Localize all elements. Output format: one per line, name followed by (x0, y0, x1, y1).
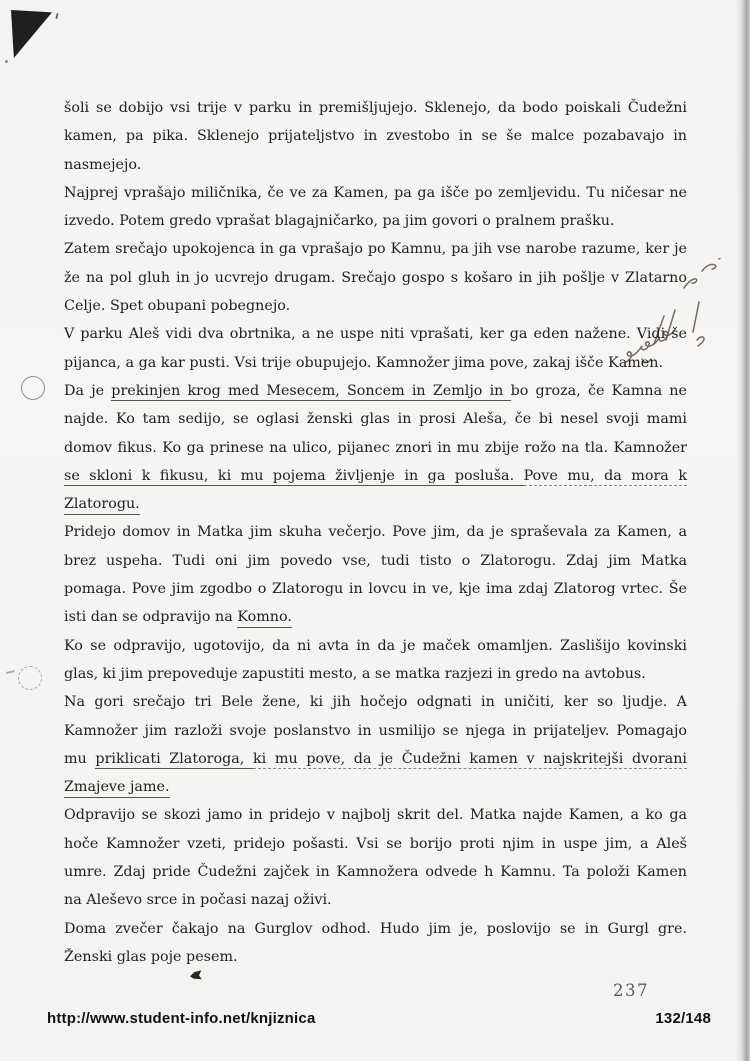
paragraph (64, 801, 687, 914)
text-line (64, 801, 687, 829)
text-segment: Najprej vprašajo miličnika, če ve za Kamen, pa ga išče po zemljevidu. Tu ničesar ne (64, 184, 687, 201)
text-segment: umre. Zdaj pride Čudežni zajček in Kamnožera odvede h Kamnu. Ta položi Kamen (64, 864, 687, 881)
text-segment: šoli se dobijo vsi trije v parku in premišljujejo. Sklenejo, da bodo poiskali Čudežni (64, 100, 687, 116)
underlined-text: priklicati Zlatoroga, (95, 751, 253, 770)
text-segment: Zatem srečajo upokojenca in ga vprašajo po Kamnu, pa jih vse narobe razume, ker je (64, 241, 687, 258)
text-segment: brez uspeha. Tudi oni jim povedo vse, tudi tisto o Zlatorogu. Zdaj jim Matka (64, 552, 687, 569)
underlined-text: Komno. (237, 609, 292, 628)
text-segment: pomaga. Pove jim zgodbo o Zlatorogu in lovcu in ve, kje ima zdaj Zlatorog vrtec. Še (64, 581, 687, 598)
underlined-text: prekinjen krog med Mesecem, Soncem in Zemljo in (111, 383, 510, 402)
text-line (64, 660, 687, 688)
ink-blot (189, 970, 202, 981)
text-segment: Doma zvečer čakajo na Gurglov odhod. Hudo jim je, poslovijo se in Gurgl gre. (64, 920, 687, 937)
hole-punch-mark (18, 666, 42, 690)
body-text (64, 94, 687, 971)
text-line (64, 943, 687, 971)
text-line (64, 632, 687, 660)
text-line (64, 886, 687, 914)
text-segment: pijanca, a ga kar pusti. Vsi trije obupujejo. Kamnožer jima pove, zakaj išče Kamen. (64, 354, 664, 371)
text-segment: na Aleševo srce in počasi nazaj oživi. (64, 892, 332, 909)
text-segment: isti dan se odpravijo na (64, 609, 238, 626)
paragraph (64, 915, 687, 972)
paragraph (64, 632, 687, 689)
text-line (64, 405, 687, 433)
text-line (64, 547, 687, 575)
hole-punch-mark (21, 376, 45, 400)
text-segment: nasmejejo. (64, 156, 142, 173)
text-segment: Pridejo domov in Matka jim skuha večerjo. Pove jim, da je spraševala za Kamen, a (64, 524, 687, 541)
text-line (64, 745, 687, 773)
footer-url: http://www.student-info.net/knjiznica (47, 1010, 316, 1027)
underlined-text: se skloni k fikusu, ki mu pojema življenje in ga posluša. (64, 468, 524, 487)
text-segment: Da je (64, 382, 112, 399)
text-line (64, 915, 687, 943)
text-segment: Ko se odpravijo, ugotovijo, da ni avta in da je maček omamljen. Zaslišijo kovinski (64, 637, 687, 654)
text-segment: domov fikus. Ko ga prinese na ulico, pijanec znori in mu zbije rožo na tla. Kamnožer (64, 439, 687, 456)
scan-corner-artifact (11, 9, 52, 58)
scan-speck (55, 13, 58, 19)
text-line (64, 688, 687, 716)
text-line (64, 264, 687, 292)
scan-speck (5, 60, 8, 63)
text-segment: bo groza, če Kamna ne (510, 382, 687, 399)
text-line (64, 830, 687, 858)
text-line (64, 320, 687, 348)
text-line (64, 490, 687, 518)
text-segment: najde. Ko tam sedijo, se oglasi ženski glas in prosi Aleša, če bi nesel svoji mami (64, 411, 687, 428)
page-number: 237 (613, 981, 649, 1000)
paragraph (64, 688, 687, 801)
text-segment: mu (64, 750, 96, 767)
footer-pagination: 132/148 (655, 1010, 711, 1027)
scan-speck (6, 670, 15, 674)
paragraph (64, 320, 687, 377)
text-line (64, 349, 687, 377)
paragraph (64, 179, 687, 236)
text-segment: Ženski glas poje pesem. (64, 948, 238, 965)
footer (47, 1010, 711, 1027)
text-line (64, 122, 687, 150)
text-segment: že na pol gluh in jo ucvrejo drugam. Srečajo gospo s košaro in jih pošlje v Zlatarno (64, 269, 687, 286)
underlined-text: Zmajeve jame. (64, 779, 170, 798)
text-line (64, 773, 687, 801)
paragraph (64, 235, 687, 320)
text-line (64, 235, 687, 263)
text-segment: Celje. Spet obupani pobegnejo. (64, 298, 291, 315)
text-segment: glas, ki jim prepoveduje zapustiti mesto, a se matka razjezi in gredo na avtobus. (64, 665, 646, 682)
text-line (64, 462, 687, 490)
text-line (64, 858, 687, 886)
text-line (64, 377, 687, 405)
underlined-text: Pove mu, da mora k (524, 468, 687, 487)
text-segment: Na gori srečajo tri Bele žene, ki jih hočejo odgnati in uničiti, ker so ljudje. A (64, 694, 687, 711)
text-segment: Odpravijo se skozi jamo in pridejo v najbolj skrit del. Matka najde Kamen, a ko ga (64, 807, 687, 824)
text-segment: hoče Kamnožer vzeti, pridejo pošasti. Vsi se borijo proti njim in uspe jim, a Aleš (64, 835, 687, 852)
text-line (64, 575, 687, 603)
text-line (64, 518, 687, 546)
text-line (64, 207, 687, 235)
paragraph (64, 518, 687, 631)
paragraph (64, 377, 687, 518)
text-line (64, 151, 687, 179)
underlined-text: ki mu pove, da je Čudežni kamen v najskritejši dvorani (253, 751, 687, 770)
text-segment: izvedo. Potem gredo vprašat blagajničarko, pa jim govori o pralnem prašku. (64, 213, 615, 230)
text-line (64, 434, 687, 462)
text-line (64, 717, 687, 745)
paragraph (64, 94, 687, 179)
text-line (64, 94, 687, 122)
scan-edge-shadow (736, 0, 750, 1061)
text-segment: kamen, pa pika. Sklenejo prijateljstvo in zvestobo in se še malce pozabavajo in (64, 128, 687, 145)
text-line (64, 292, 687, 320)
text-line (64, 603, 687, 631)
text-line (64, 179, 687, 207)
underlined-text: Zlatorogu. (64, 496, 140, 515)
text-segment: V parku Aleš vidi dva obrtnika, a ne uspe niti vprašati, ker ga eden nažene. Vidi še (64, 326, 687, 343)
text-segment: Kamnožer jim razloži svoje poslanstvo in usmilijo se njega in prijateljev. Pomagajo (64, 722, 687, 739)
